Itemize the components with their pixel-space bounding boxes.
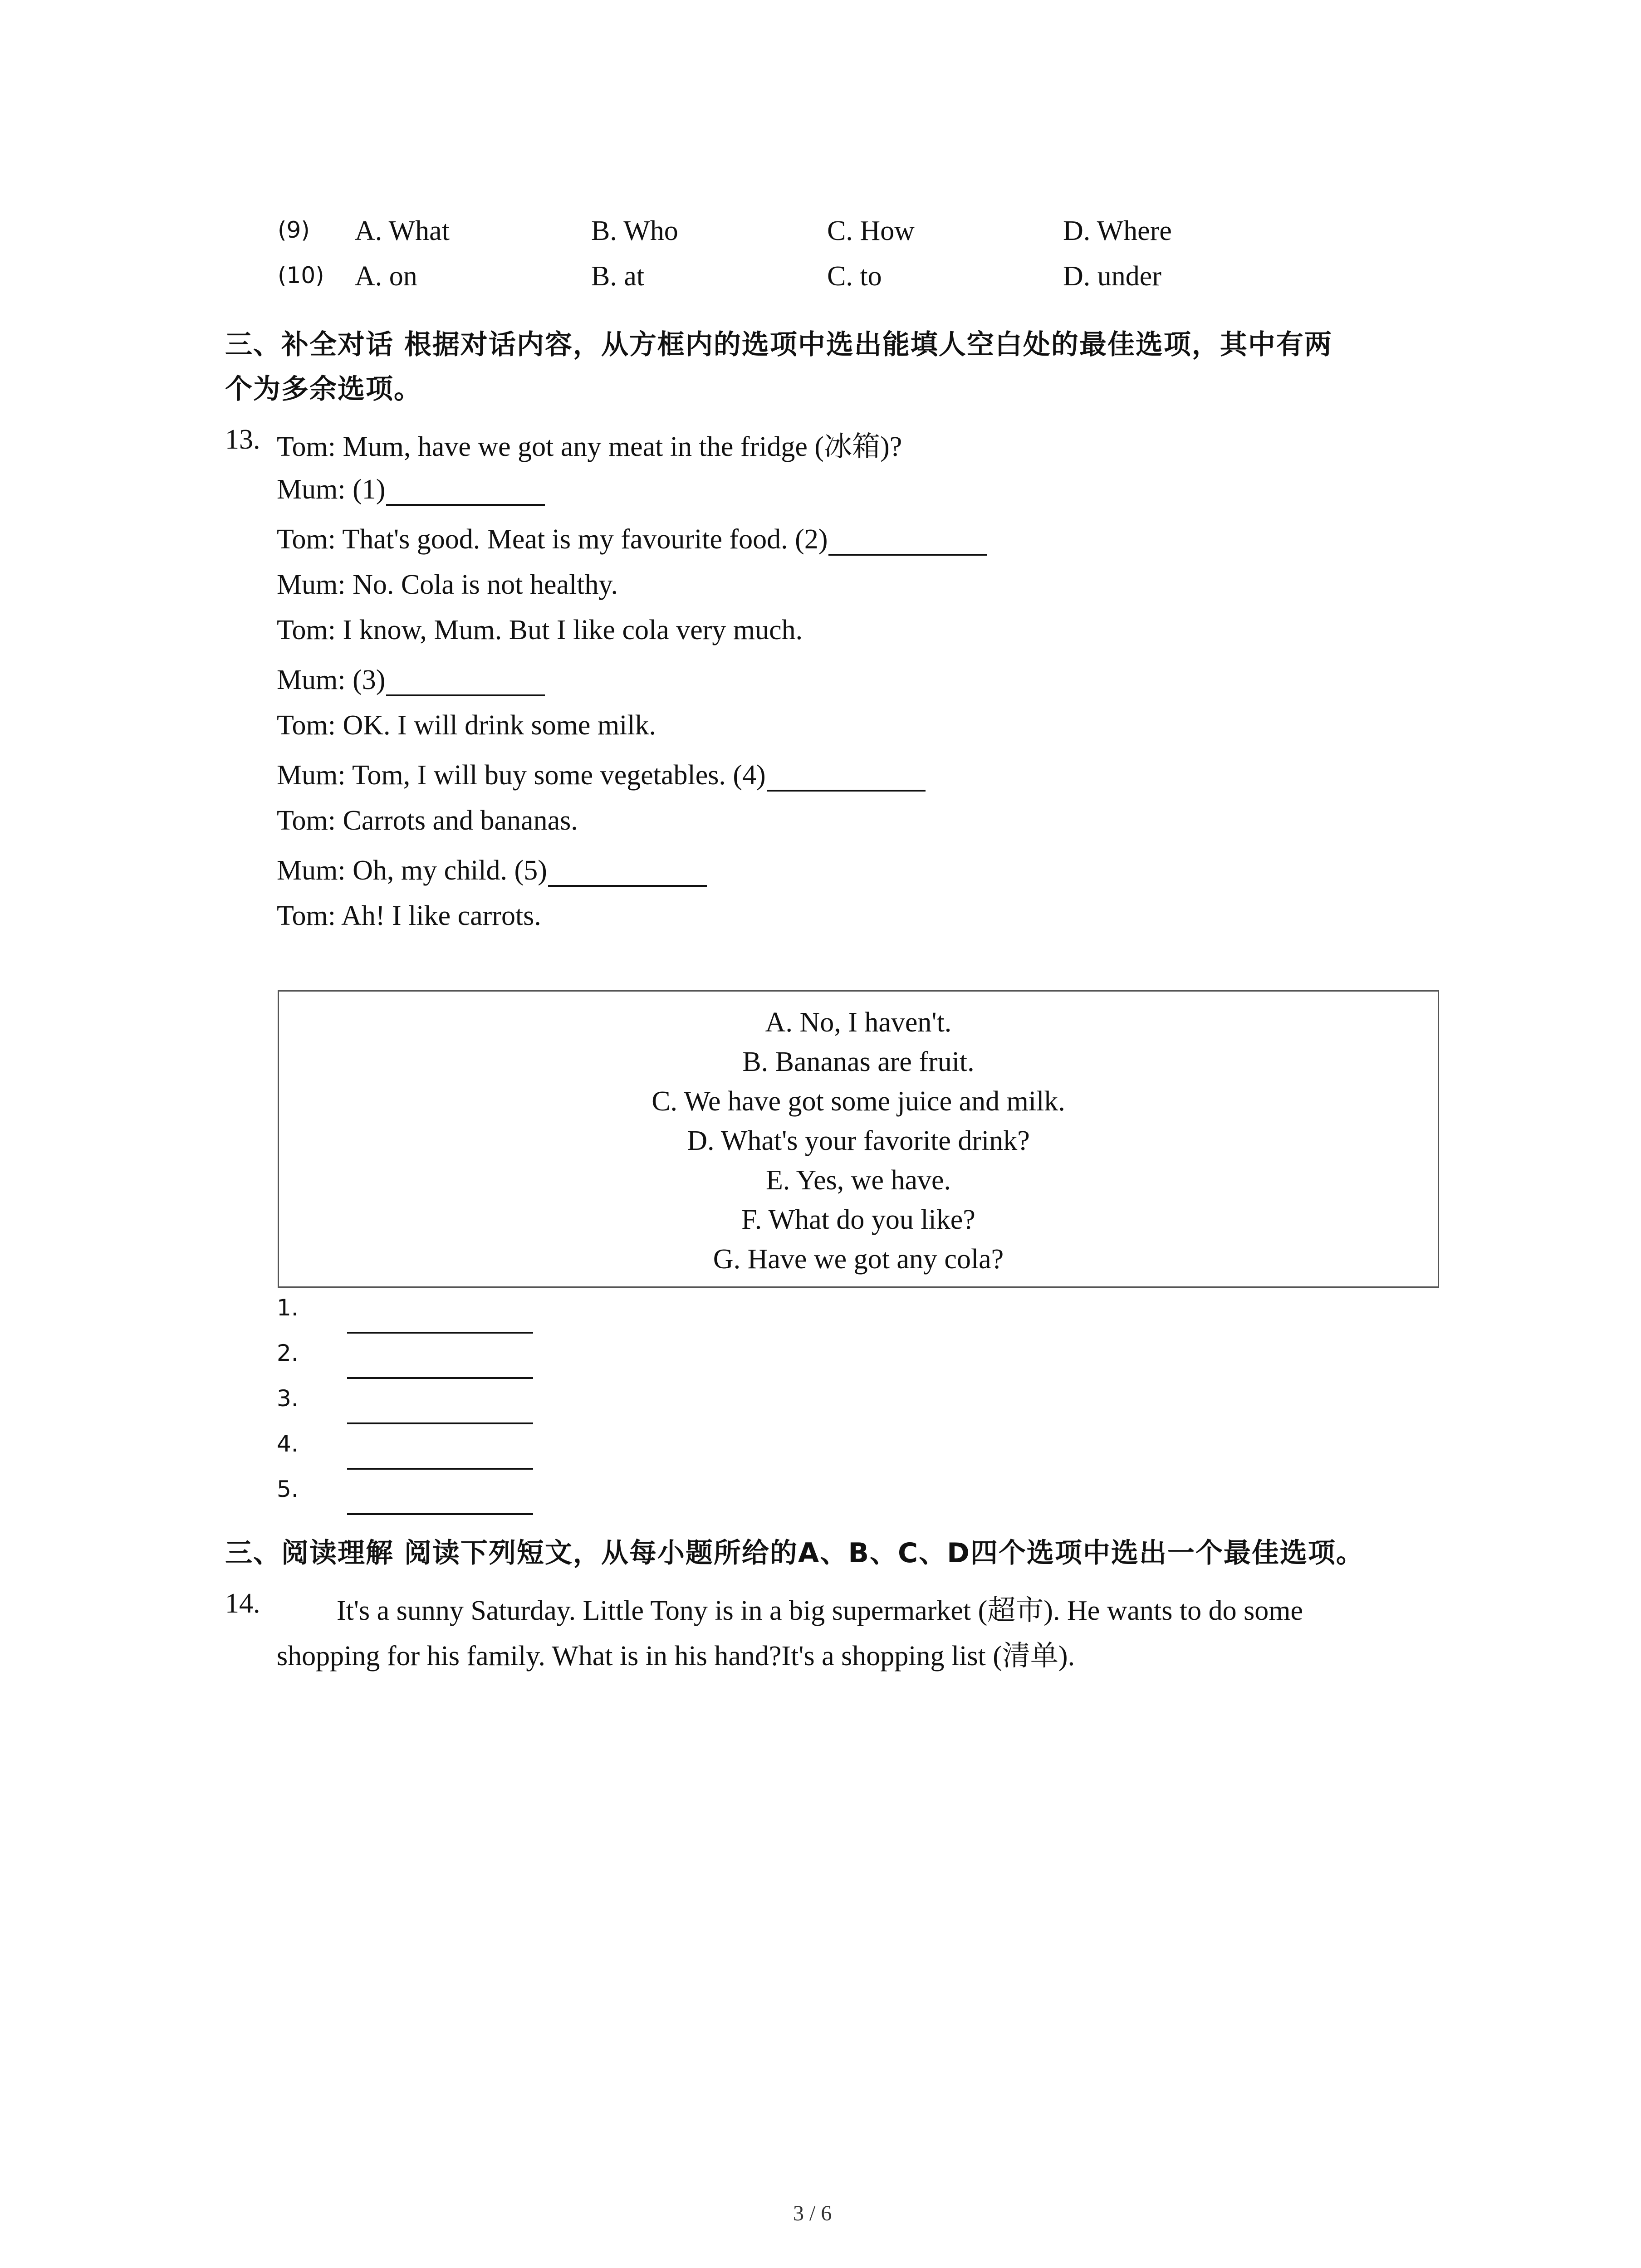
option-d: D. What's your favorite drink? <box>687 1125 1030 1156</box>
answer-number: 1. <box>277 1295 299 1321</box>
dialogue-line: Tom: Carrots and bananas. <box>277 805 578 836</box>
answer-number: 4. <box>277 1431 299 1457</box>
option-a: A. No, I haven't. <box>765 1007 952 1038</box>
fill-blank[interactable] <box>767 763 926 792</box>
dialogue-line: Tom: OK. I will drink some milk. <box>277 710 656 741</box>
section-heading-dialogue: 三、补全对话 根据对话内容，从方框内的选项中选出能填人空白处的最佳选项，其中有两 <box>225 329 1332 361</box>
choice-option-b: B. Who <box>591 215 678 246</box>
option-b: B. Bananas are fruit. <box>742 1046 975 1077</box>
choice-option-b: B. at <box>591 261 645 292</box>
dialogue-text: Mum: (1) <box>277 474 386 505</box>
choice-option-a: A. on <box>355 261 417 292</box>
passage-line: It's a sunny Saturday. Little Tony is in a big supermarket (超市). He wants to do some <box>337 1595 1303 1626</box>
fill-blank[interactable] <box>386 667 545 696</box>
page-number: 3 / 6 <box>793 2201 832 2225</box>
answer-blank[interactable] <box>347 1468 533 1470</box>
choice-option-d: D. under <box>1063 261 1161 292</box>
fill-blank[interactable] <box>548 858 707 887</box>
section-heading-dialogue-cont: 个为多余选项。 <box>225 373 422 405</box>
question-number: 14. <box>225 1588 260 1619</box>
choice-option-a: A. What <box>355 215 450 246</box>
section-heading-reading: 三、阅读理解 阅读下列短文，从每小题所给的A、B、C、D四个选项中选出一个最佳选项。 <box>225 1537 1364 1569</box>
dialogue-line-blank-4 <box>277 759 926 792</box>
answer-number: 2. <box>277 1340 299 1366</box>
dialogue-line: Tom: Mum, have we got any meat in the fridge (冰箱)? <box>277 431 902 462</box>
dialogue-line-blank-5 <box>277 855 707 887</box>
choice-option-c: C. to <box>827 261 882 292</box>
option-g: G. Have we got any cola? <box>713 1244 1004 1275</box>
option-f: F. What do you like? <box>741 1204 975 1235</box>
choice-option-c: C. How <box>827 215 915 246</box>
dialogue-text: Mum: Tom, I will buy some vegetables. (4) <box>277 760 766 791</box>
dialogue-line: Tom: Ah! I like carrots. <box>277 900 541 931</box>
dialogue-line-blank-2 <box>277 523 987 556</box>
choice-number: (10) <box>278 262 324 288</box>
answer-blank[interactable] <box>347 1513 533 1515</box>
dialogue-line-blank-3 <box>277 664 545 696</box>
dialogue-line-blank-1 <box>277 474 545 506</box>
dialogue-line: Mum: No. Cola is not healthy. <box>277 569 618 600</box>
option-c: C. We have got some juice and milk. <box>652 1086 1065 1117</box>
answer-number: 5. <box>277 1476 299 1502</box>
dialogue-text: Mum: (3) <box>277 665 386 695</box>
answer-number: 3. <box>277 1385 299 1412</box>
option-e: E. Yes, we have. <box>765 1165 951 1196</box>
answer-blank[interactable] <box>347 1377 533 1379</box>
question-number: 13. <box>225 424 260 455</box>
choice-number: (9) <box>278 217 310 243</box>
dialogue-line: Tom: I know, Mum. But I like cola very much. <box>277 615 803 645</box>
options-box <box>278 990 1439 1288</box>
dialogue-text: Mum: Oh, my child. (5) <box>277 855 547 886</box>
passage-line: shopping for his family. What is in his hand?It's a shopping list (清单). <box>277 1641 1075 1672</box>
answer-blank[interactable] <box>347 1422 533 1424</box>
answer-blank[interactable] <box>347 1332 533 1334</box>
fill-blank[interactable] <box>828 527 987 556</box>
dialogue-text: Tom: That's good. Meat is my favourite food. (2) <box>277 524 828 555</box>
fill-blank[interactable] <box>386 477 545 506</box>
choice-option-d: D. Where <box>1063 215 1172 246</box>
